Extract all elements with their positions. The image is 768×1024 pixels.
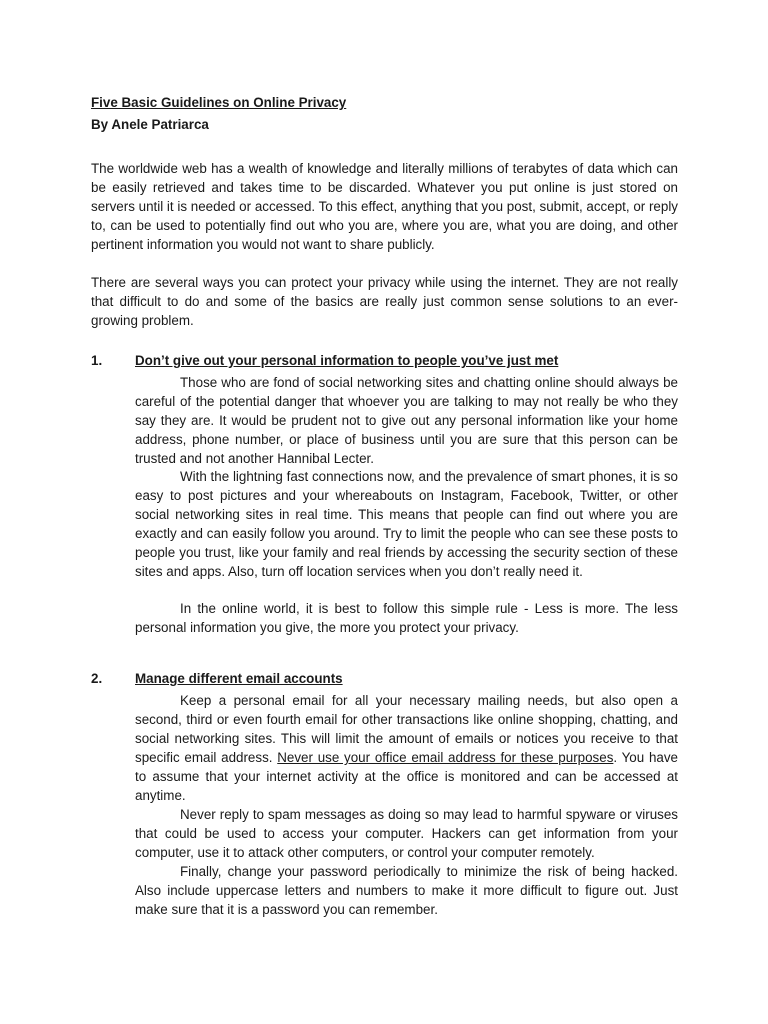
document-title-text: Five Basic Guidelines on Online Privacy xyxy=(91,95,347,110)
section-1-heading xyxy=(91,351,678,370)
section-2-paragraph-2: Never reply to spam messages as doing so may lead to harmful spyware or viruses that could be used to access your computer. Hackers can get information from your computer, use it to attack other computers, or control your computer remotely. xyxy=(135,807,678,860)
section-2-paragraph-1-start: Keep a personal email for all your necessary mailing needs, but also open a second, third or even fourth email for other transactions like online shopping, chatting, and social networking sites. This will limit the amount of emails or notices you receive to that specific email address. xyxy=(135,693,678,765)
section-1-paragraph-1: Those who are fond of social networking sites and chatting online should always be careful of the potential danger that whoever you are talking to may not really be who they say they are. It would be prudent not to give out any personal information like your home address, phone number, or place of business until you are sure that this person can be trusted and not another Hannibal Lecter. xyxy=(135,375,678,466)
section-2-heading xyxy=(91,669,678,688)
section-1-paragraph-2: With the lightning fast connections now, and the prevalence of smart phones, it is so easy to post pictures and your whereabouts on Instagram, Facebook, Twitter, or other social networking sites in real time. This means that people can find out where you are exactly and can easily follow you around. Try to limit the people who can see these posts to people you trust, like your family and real friends by accessing the security section of these sites and apps. Also, turn off location services when you don’t really need it. xyxy=(135,469,678,579)
section-1-paragraph-3: In the online world, it is best to follow this simple rule - Less is more. The less personal information you give, the more you protect your privacy. xyxy=(135,601,678,635)
section-1-number: 1. xyxy=(91,353,103,368)
section-1-title: Don’t give out your personal information to people you’ve just met xyxy=(135,353,559,368)
intro-paragraph-1: The worldwide web has a wealth of knowledge and literally millions of terabytes of data which can be easily retrieved and takes time to be discarded. Whatever you put online is just stored on servers until it is needed or accessed. To this effect, anything that you post, submit, accept, or reply to, can be used to potentially find out who you are, where you are, what you are doing, and other pertinent information you would not want to share publicly. xyxy=(91,161,678,252)
document-title xyxy=(91,93,346,112)
section-2-title: Manage different email accounts xyxy=(135,671,343,686)
section-2-paragraph-3: Finally, change your password periodically to minimize the risk of being hacked. Also include uppercase letters and numbers to make it more difficult to figure out. Just make sure that it is a password you can remember. xyxy=(135,864,678,917)
section-2-underlined-warning: Never use your office email address for these purposes xyxy=(277,750,614,765)
document-byline: By Anele Patriarca xyxy=(91,117,209,132)
intro-paragraph-2: There are several ways you can protect your privacy while using the internet. They are not really that difficult to do and some of the basics are really just common sense solutions to an ever-growing problem. xyxy=(91,275,678,328)
section-2-paragraph-1-end: . You have to assume that your internet activity at the office is monitored and can be accessed at anytime. xyxy=(135,750,678,803)
section-2-number: 2. xyxy=(91,671,103,686)
section-2-paragraph-1 xyxy=(135,691,678,805)
